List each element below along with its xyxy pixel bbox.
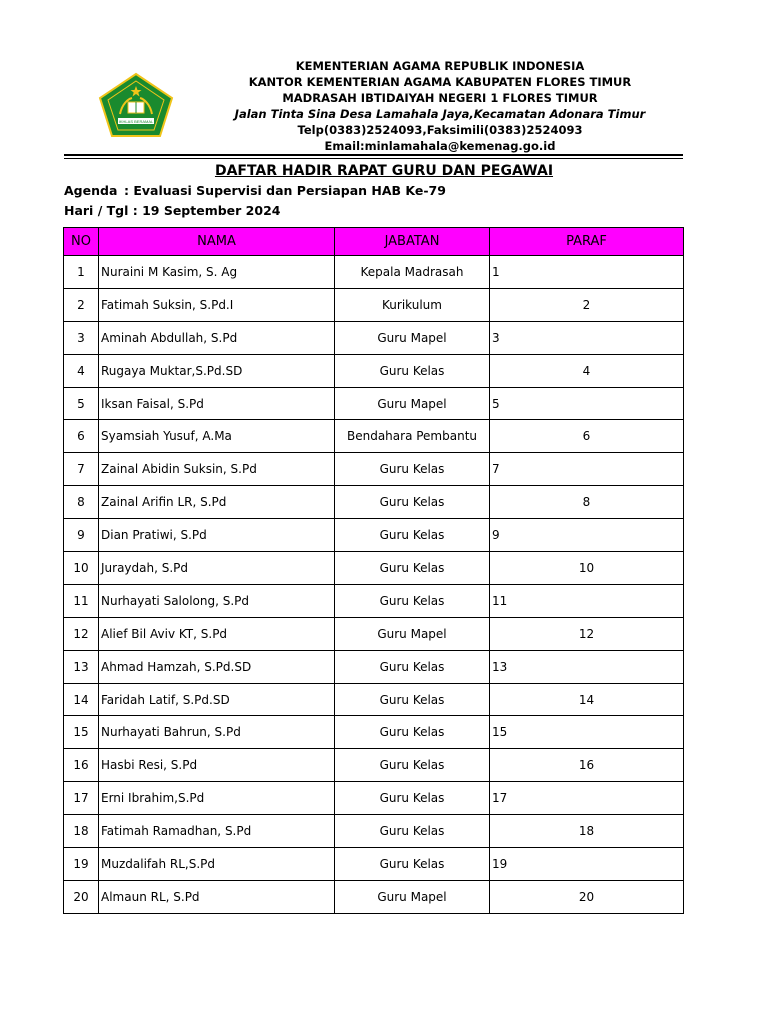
row-name: Juraydah, S.Pd: [99, 552, 335, 585]
row-position: Guru Kelas: [335, 519, 490, 552]
school-phone: Telp(0383)2524093,Faksimili(0383)2524093: [297, 123, 583, 137]
table-row: [64, 880, 684, 913]
table-row: [64, 552, 684, 585]
row-number: 3: [64, 321, 99, 354]
row-signature: 16: [490, 749, 684, 782]
letterhead: [160, 58, 720, 154]
row-signature: 15: [490, 716, 684, 749]
table-row: [64, 650, 684, 683]
row-position: Guru Kelas: [335, 782, 490, 815]
row-name: Nuraini M Kasim, S. Ag: [99, 256, 335, 289]
table-row: [64, 288, 684, 321]
row-name: Dian Pratiwi, S.Pd: [99, 519, 335, 552]
row-name: Erni Ibrahim,S.Pd: [99, 782, 335, 815]
row-position: Guru Kelas: [335, 749, 490, 782]
row-position: Kepala Madrasah: [335, 256, 490, 289]
row-name: Iksan Faisal, S.Pd: [99, 387, 335, 420]
row-name: Alief Bil Aviv KT, S.Pd: [99, 617, 335, 650]
table-row: [64, 519, 684, 552]
school-email: Email:minlamahala@kemenag.go.id: [324, 139, 556, 153]
agenda-value: : Evaluasi Supervisi dan Persiapan HAB Ke-79: [124, 183, 446, 198]
row-signature: 13: [490, 650, 684, 683]
ministry-name: KEMENTERIAN AGAMA REPUBLIK INDONESIA: [295, 59, 585, 73]
table-row: [64, 617, 684, 650]
table-header-row: [64, 228, 684, 256]
row-number: 4: [64, 354, 99, 387]
row-name: Rugaya Muktar,S.Pd.SD: [99, 354, 335, 387]
row-signature: 17: [490, 782, 684, 815]
row-name: Ahmad Hamzah, S.Pd.SD: [99, 650, 335, 683]
row-signature: 8: [490, 486, 684, 519]
table-row: [64, 420, 684, 453]
row-position: Guru Mapel: [335, 617, 490, 650]
row-number: 10: [64, 552, 99, 585]
date-line: Hari / Tgl : 19 September 2024: [64, 203, 281, 218]
column-header-no: NO: [64, 228, 99, 256]
row-name: Muzdalifah RL,S.Pd: [99, 848, 335, 881]
school-address: Jalan Tinta Sina Desa Lamahala Jaya,Kecamatan Adonara Timur: [234, 107, 646, 121]
table-row: [64, 782, 684, 815]
row-number: 5: [64, 387, 99, 420]
office-name: KANTOR KEMENTERIAN AGAMA KABUPATEN FLORES TIMUR: [248, 75, 632, 89]
table-row: [64, 584, 684, 617]
row-number: 18: [64, 815, 99, 848]
row-name: Fatimah Ramadhan, S.Pd: [99, 815, 335, 848]
row-position: Guru Kelas: [335, 486, 490, 519]
table-row: [64, 256, 684, 289]
row-signature: 20: [490, 880, 684, 913]
row-number: 16: [64, 749, 99, 782]
row-signature: 18: [490, 815, 684, 848]
school-name: MADRASAH IBTIDAIYAH NEGERI 1 FLORES TIMUR: [282, 91, 598, 105]
row-name: Zainal Arifin LR, S.Pd: [99, 486, 335, 519]
letterhead-divider-thin: [64, 158, 683, 159]
row-name: Fatimah Suksin, S.Pd.I: [99, 288, 335, 321]
row-name: Hasbi Resi, S.Pd: [99, 749, 335, 782]
row-signature: 7: [490, 453, 684, 486]
row-number: 11: [64, 584, 99, 617]
agenda-line: [64, 183, 446, 198]
row-position: Guru Kelas: [335, 453, 490, 486]
row-position: Guru Kelas: [335, 552, 490, 585]
row-position: Guru Kelas: [335, 584, 490, 617]
row-name: Aminah Abdullah, S.Pd: [99, 321, 335, 354]
row-position: Guru Kelas: [335, 716, 490, 749]
row-number: 14: [64, 683, 99, 716]
table-row: [64, 486, 684, 519]
row-position: Guru Kelas: [335, 683, 490, 716]
row-signature: 6: [490, 420, 684, 453]
row-signature: 11: [490, 584, 684, 617]
row-number: 20: [64, 880, 99, 913]
row-number: 8: [64, 486, 99, 519]
row-name: Faridah Latif, S.Pd.SD: [99, 683, 335, 716]
row-position: Guru Kelas: [335, 815, 490, 848]
row-name: Almaun RL, S.Pd: [99, 880, 335, 913]
row-signature: 1: [490, 256, 684, 289]
letterhead-divider-thick: [64, 154, 683, 156]
row-number: 2: [64, 288, 99, 321]
column-header-signature: PARAF: [490, 228, 684, 256]
table-row: [64, 716, 684, 749]
row-number: 6: [64, 420, 99, 453]
row-number: 13: [64, 650, 99, 683]
row-number: 7: [64, 453, 99, 486]
row-position: Guru Mapel: [335, 387, 490, 420]
row-number: 19: [64, 848, 99, 881]
row-position: Kurikulum: [335, 288, 490, 321]
table-row: [64, 749, 684, 782]
column-header-position: JABATAN: [335, 228, 490, 256]
row-signature: 3: [490, 321, 684, 354]
row-name: Zainal Abidin Suksin, S.Pd: [99, 453, 335, 486]
row-name: Nurhayati Salolong, S.Pd: [99, 584, 335, 617]
row-signature: 19: [490, 848, 684, 881]
attendance-table: [63, 227, 684, 914]
table-row: [64, 354, 684, 387]
row-number: 12: [64, 617, 99, 650]
table-row: [64, 387, 684, 420]
row-signature: 2: [490, 288, 684, 321]
row-number: 9: [64, 519, 99, 552]
document-title: DAFTAR HADIR RAPAT GURU DAN PEGAWAI: [214, 163, 554, 179]
row-signature: 12: [490, 617, 684, 650]
table-row: [64, 321, 684, 354]
row-signature: 9: [490, 519, 684, 552]
table-row: [64, 453, 684, 486]
logo-motto: IKHLAS BERAMAL: [118, 119, 154, 124]
row-number: 17: [64, 782, 99, 815]
row-position: Guru Kelas: [335, 848, 490, 881]
table-row: [64, 683, 684, 716]
column-header-name: NAMA: [99, 228, 335, 256]
row-position: Guru Kelas: [335, 354, 490, 387]
agenda-label: Agenda: [64, 183, 118, 198]
row-position: Guru Mapel: [335, 880, 490, 913]
row-position: Guru Kelas: [335, 650, 490, 683]
row-name: Nurhayati Bahrun, S.Pd: [99, 716, 335, 749]
row-signature: 5: [490, 387, 684, 420]
row-position: Guru Mapel: [335, 321, 490, 354]
row-signature: 10: [490, 552, 684, 585]
row-number: 15: [64, 716, 99, 749]
table-row: [64, 848, 684, 881]
row-position: Bendahara Pembantu: [335, 420, 490, 453]
row-signature: 14: [490, 683, 684, 716]
row-signature: 4: [490, 354, 684, 387]
row-number: 1: [64, 256, 99, 289]
row-name: Syamsiah Yusuf, A.Ma: [99, 420, 335, 453]
table-row: [64, 815, 684, 848]
